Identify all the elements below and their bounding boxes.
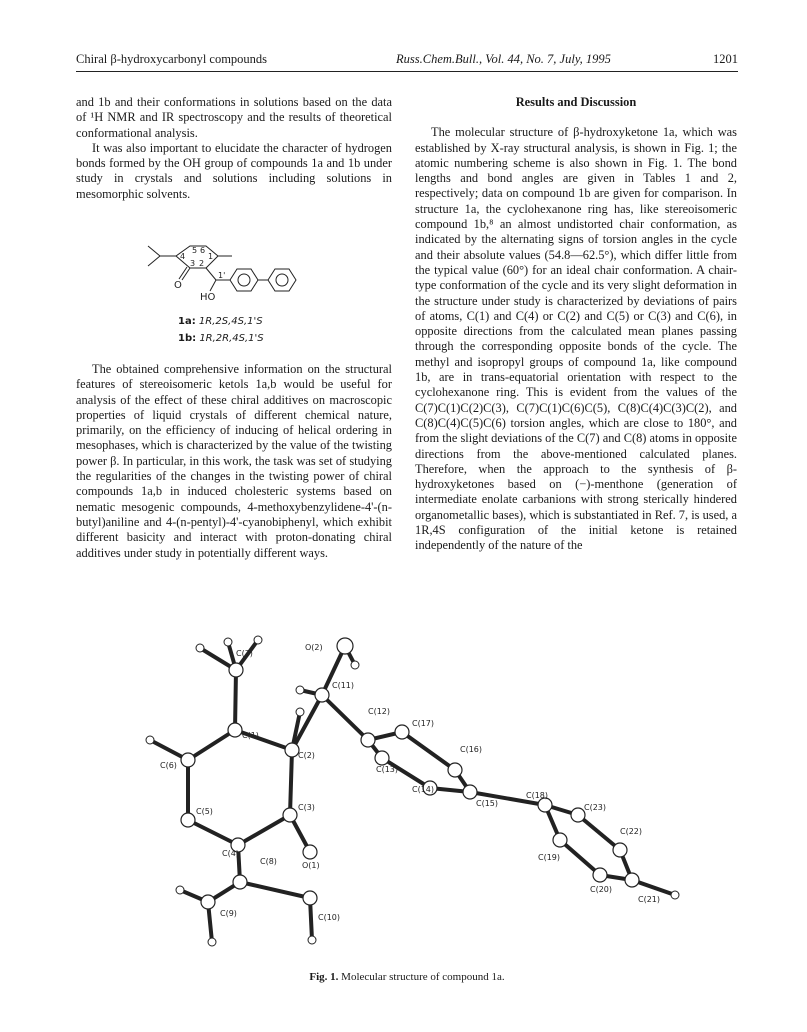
- atom-label: C(13): [376, 765, 399, 774]
- atom-label: C(8): [260, 857, 277, 866]
- atom-label: C(12): [368, 707, 391, 716]
- section-heading: Results and Discussion: [515, 95, 637, 109]
- scheme-atom-label: 4: [180, 252, 186, 261]
- scheme-atom-label: O: [174, 280, 182, 291]
- atom-label: C(19): [538, 853, 561, 862]
- atom-label: C(4): [222, 849, 239, 858]
- header-rule: [76, 71, 738, 72]
- compound-label-1a: 1a: 1R,2S,4S,1'S: [178, 316, 263, 327]
- atom-label: C(10): [318, 913, 341, 922]
- figure-caption: Fig. 1. Molecular structure of compound 1a.: [309, 971, 505, 983]
- atom-label: C(2): [298, 751, 315, 760]
- atom-label: C(9): [220, 909, 237, 918]
- atom-label: C(3): [298, 803, 315, 812]
- atom-label: C(14): [412, 785, 435, 794]
- scheme-atom-label: HO: [200, 292, 216, 303]
- scheme-atom-label: 1: [208, 252, 214, 261]
- atom-label: C(11): [332, 681, 355, 690]
- running-header: [76, 52, 738, 70]
- paragraph: and 1b and their conformations in solutions based on the data of ¹H NMR and IR spectroscopy and the results of theoretical conformational analysis.: [76, 95, 392, 140]
- page-number: 1201: [713, 52, 738, 66]
- atom-label: C(7): [236, 649, 253, 658]
- left-column-bottom: [76, 362, 392, 561]
- header-title: Chiral β-hydroxycarbonyl compounds: [76, 52, 268, 66]
- compound-label-1b: 1b: 1R,2R,4S,1'S: [178, 333, 264, 344]
- atom-label: C(22): [620, 827, 643, 836]
- molecular-structure-figure: [140, 620, 700, 965]
- scheme-atom-label: 5: [192, 246, 198, 255]
- header-journal: Russ.Chem.Bull., Vol. 44, No. 7, July, 1995: [396, 52, 611, 66]
- atom-label: C(21): [638, 895, 661, 904]
- paragraph: The obtained comprehensive information on the structural features of stereoisomeric ketols 1a,b would be useful for analysis of the effect of these chiral additives on macroscopic properties of liquid crystals of different chemical nature, primarily, on the efficiency of inducing of helical ordering in mesophases, which is characterized by the value of the twisting power β. In particular, in this work, the task was set of studying the regularities of the changes in the twisting power of chiral compounds 1a,b in induced cholesteric systems based on nematic mesogenic compounds, 4-methoxybenzylidene-4'-(n-butyl)aniline and 4-(n-pentyl)-4'-cyanobiphenyl, which exhibit different basicity and interact with proton-donating chiral additives under study in potentially different ways.: [76, 362, 392, 560]
- atom-label: C(23): [584, 803, 607, 812]
- atom-label: C(1): [242, 731, 259, 740]
- atom-label: O(2): [305, 643, 323, 652]
- atom-label: O(1): [302, 861, 320, 870]
- paragraph: The molecular structure of β-hydroxyketone 1a, which was established by X-ray structural analysis, is shown in Fig. 1; the atomic numbering scheme is also shown in Fig. 1. The bond lengths and bond angles are given in Tables 1 and 2, respectively; data on compound 1b are given for comparison. In structure 1a, the cyclohexanone ring has, like stereoisomeric compound 1b,⁸ an almost undistorted chair conformation, as indicated by the alternating signs of torsion angles in the cycle and their absolute values (54.8—62.5°), which differ little from the typical value (60°) for an ideal chair conformation. A chair-type conformation of the cycle and its very slight deformation in the structure under study is characterized by deviations of pairs of atoms, C(1) and C(4) or C(2) and C(5) or C(3) and C(6), in opposite directions from the calculated mean planes passing through the corresponding opposite bonds of the cycle. The methyl and isopropyl groups of compound 1a, like compound 1b, are in trans-equatorial orientation with respect to the cyclohexanone ring. This is evident from the values of the C(7)C(1)C(2)C(3), C(7)C(1)C(6)C(5), C(8)C(4)C(3)C(2), and C(8)C(4)C(5)C(6) torsion angles, which are close to 180°, and from the slight deviations of the C(7) and C(8) atoms in opposite directions from the above-mentioned calculated planes. Therefore, when the approach to the synthesis of β-hydroxyketones based on (−)-menthone (generation of intermediate enolate carbanions with strong sterically hindered organometallic bases), which is substantiated in Ref. 7, is used, a 1R,4S configuration of the initial ketone is retained independently of the nature of the: [415, 125, 737, 553]
- atom-label: C(18): [526, 791, 549, 800]
- left-column-top: [76, 95, 392, 202]
- right-column: [415, 95, 737, 554]
- atom-label: C(5): [196, 807, 213, 816]
- scheme-atom-label: 1': [218, 271, 226, 280]
- scheme-atom-label: 3: [190, 259, 196, 268]
- scheme-atom-label: 2: [199, 259, 205, 268]
- atom-label: C(15): [476, 799, 499, 808]
- atom-label: C(20): [590, 885, 613, 894]
- atom-label: C(17): [412, 719, 435, 728]
- scheme-atom-label: 6: [200, 246, 206, 255]
- atom-label: C(6): [160, 761, 177, 770]
- paragraph: It was also important to elucidate the character of hydrogen bonds formed by the OH group of compounds 1a and 1b under study in crystals and solutions including solutions in mesomorphic solvents.: [76, 140, 392, 201]
- atom-label: C(16): [460, 745, 483, 754]
